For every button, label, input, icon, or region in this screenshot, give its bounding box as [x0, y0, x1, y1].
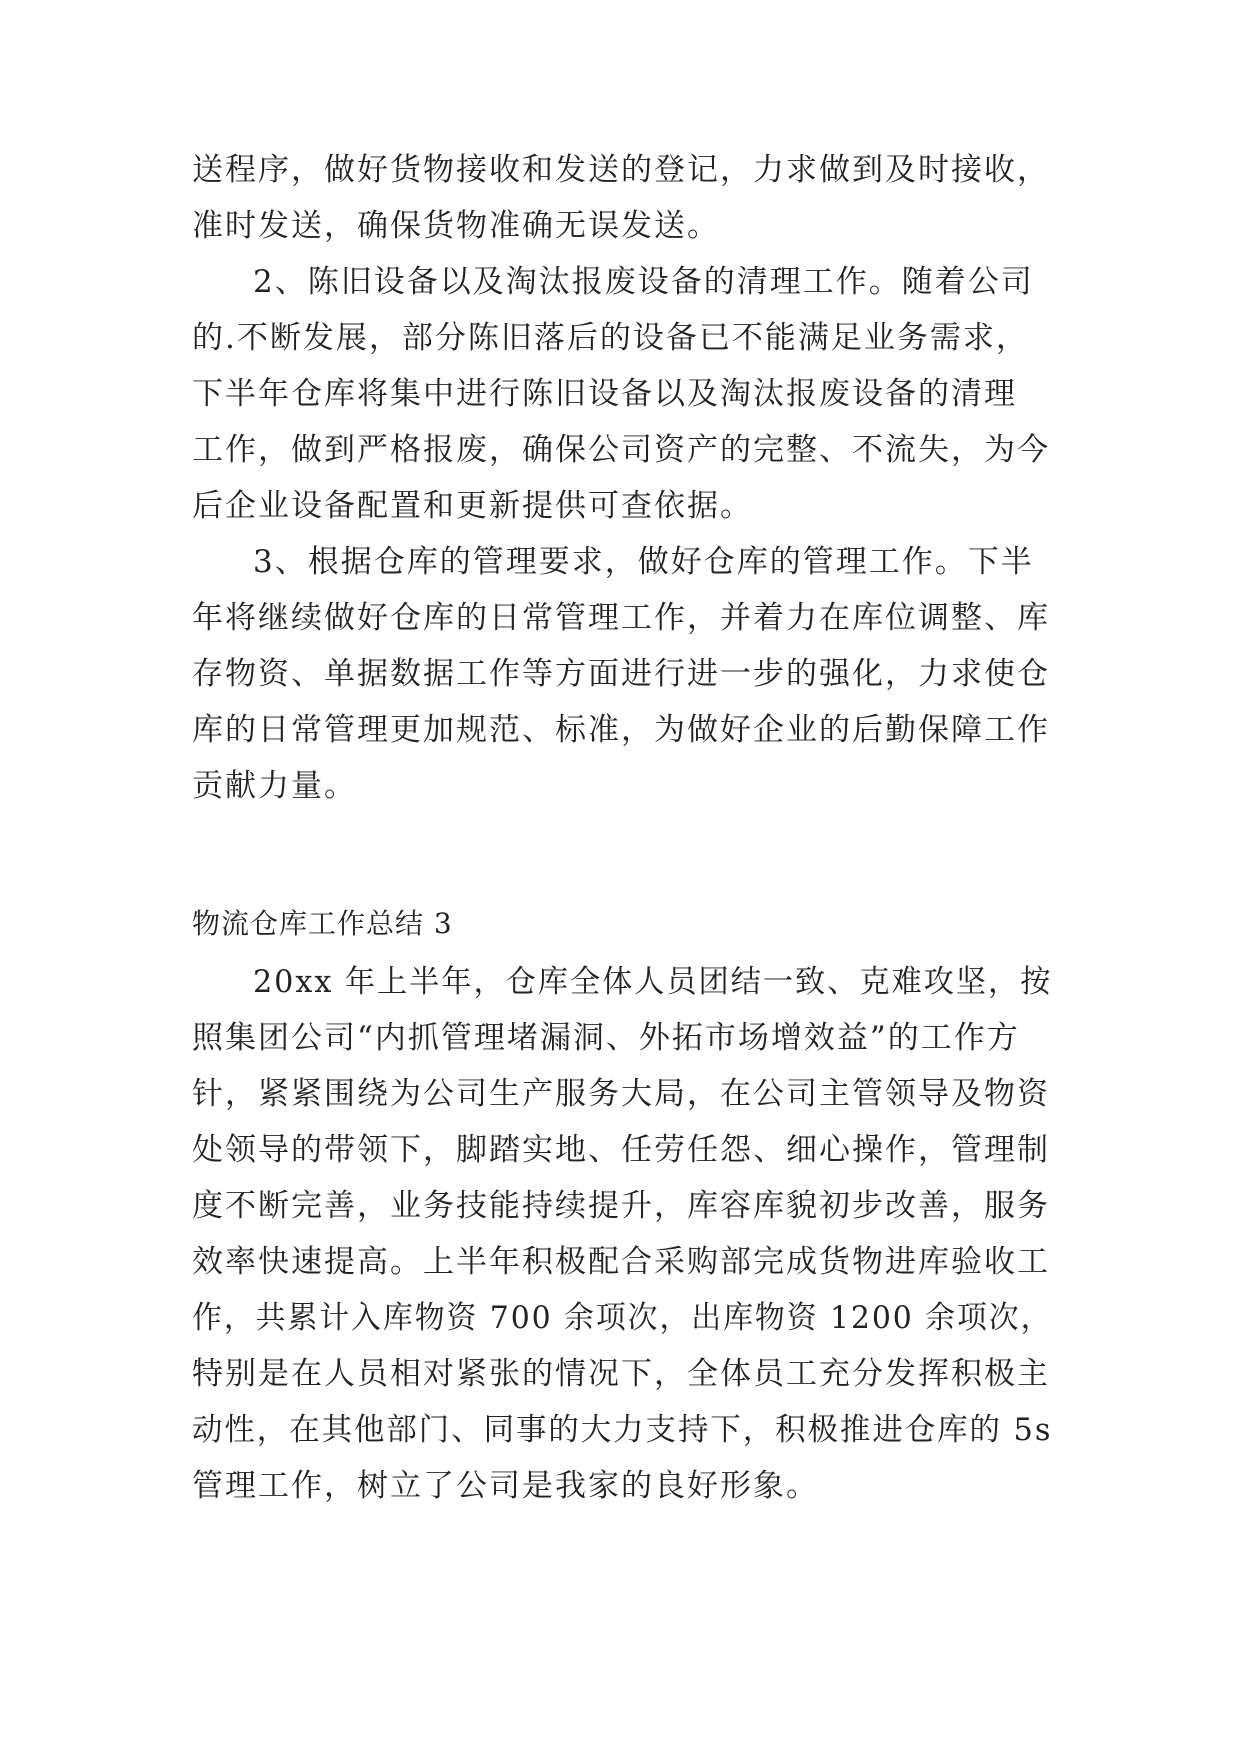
paragraph-3-line-3: 存物资、单据数据工作等方面进行进一步的强化，力求使仓 [192, 656, 1050, 692]
paragraph-2-line-2: 的.不断发展，部分陈旧落后的设备已不能满足业务需求， [192, 320, 1029, 356]
paragraph-1-line-1: 送程序，做好货物接收和发送的登记，力求做到及时接收， [192, 152, 1050, 188]
paragraph-4-line-9: 动性，在其他部门、同事的大力支持下，积极推进仓库的 5s [192, 1412, 1053, 1448]
paragraph-2-line-3: 下半年仓库将集中进行陈旧设备以及淘汰报废设备的清理 [192, 376, 1017, 412]
paragraph-1-line-2: 准时发送，确保货物准确无误发送。 [192, 208, 720, 244]
paragraph-4-line-4: 处领导的带领下，脚踏实地、任劳任怨、细心操作，管理制 [192, 1132, 1050, 1168]
paragraph-4-line-7: 作，共累计入库物资 700 余项次，出库物资 1200 余项次， [192, 1300, 1053, 1336]
section-heading: 物流仓库工作总结 3 [192, 907, 453, 940]
paragraph-4-line-2: 照集团公司“内抓管理堵漏洞、外拓市场增效益”的工作方 [192, 1020, 1020, 1056]
paragraph-4-line-1: 20xx 年上半年，仓库全体人员团结一致、克难攻坚，按 [253, 964, 1053, 1000]
paragraph-3-line-1: 3、根据仓库的管理要求，做好仓库的管理工作。下半 [253, 544, 1034, 580]
paragraph-4-line-6: 效率快速提高。上半年积极配合采购部完成货物进库验收工 [192, 1244, 1050, 1280]
paragraph-4-line-8: 特别是在人员相对紧张的情况下，全体员工充分发挥积极主 [192, 1356, 1050, 1392]
paragraph-3-line-5: 贡献力量。 [192, 768, 357, 804]
paragraph-4-line-5: 度不断完善，业务技能持续提升，库容库貌初步改善，服务 [192, 1188, 1050, 1224]
paragraph-2-line-1: 2、陈旧设备以及淘汰报废设备的清理工作。随着公司 [253, 264, 1034, 300]
paragraph-4-line-3: 针，紧紧围绕为公司生产服务大局，在公司主管领导及物资 [192, 1076, 1050, 1112]
paragraph-2-line-5: 后企业设备配置和更新提供可查依据。 [192, 488, 753, 524]
paragraph-3-line-4: 库的日常管理更加规范、标准，为做好企业的后勤保障工作 [192, 712, 1050, 748]
paragraph-4-line-10: 管理工作，树立了公司是我家的良好形象。 [192, 1468, 819, 1504]
paragraph-2-line-4: 工作，做到严格报废，确保公司资产的完整、不流失，为今 [192, 432, 1050, 468]
paragraph-3-line-2: 年将继续做好仓库的日常管理工作，并着力在库位调整、库 [192, 600, 1050, 636]
